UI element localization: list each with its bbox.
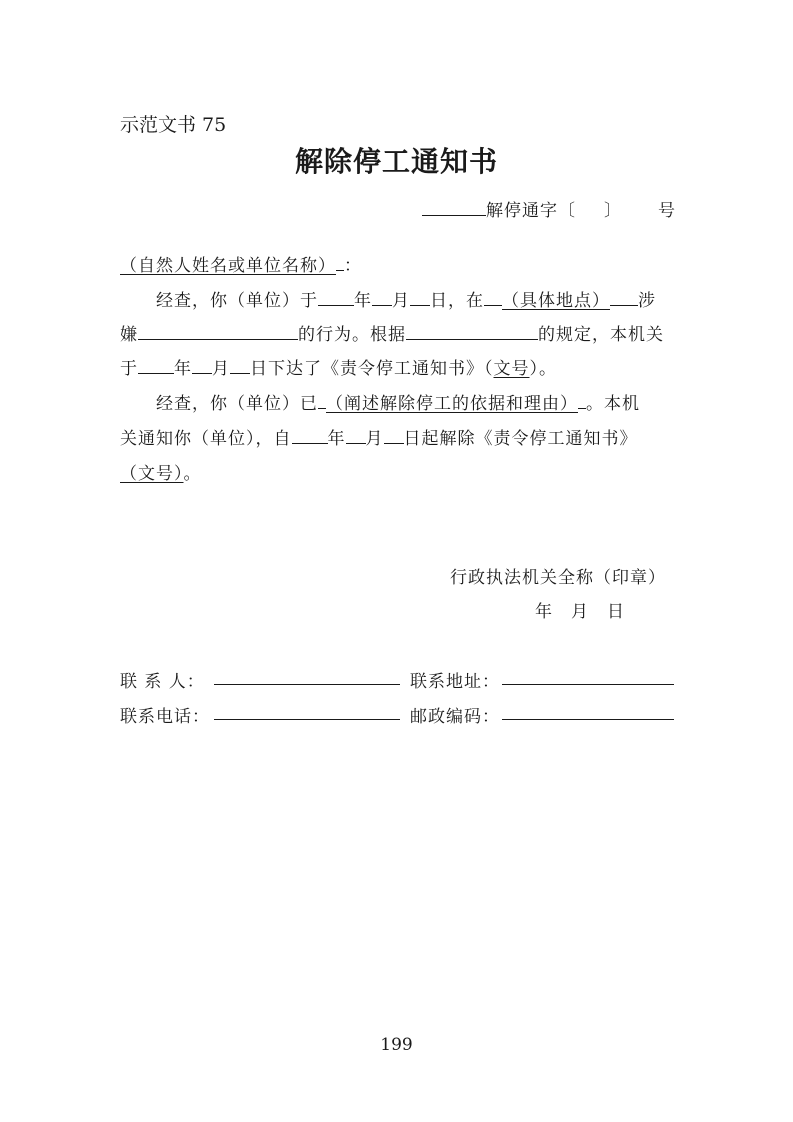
issue-date: 年 月 日: [535, 602, 625, 622]
contact-address-field[interactable]: [502, 684, 674, 685]
paragraph-2-line-3: （文号）。: [120, 464, 202, 484]
doc-number-placeholder: 文号: [493, 359, 530, 379]
number-suffix: 号: [658, 201, 676, 221]
place-placeholder: （具体地点）: [502, 291, 610, 311]
addressee-placeholder: （自然人姓名或单位名称）: [120, 256, 336, 276]
document-label: 示范文书 75: [120, 114, 227, 136]
postcode-field[interactable]: [502, 719, 674, 720]
paragraph-2-line-1: 经查，你（单位）已 （阐述解除停工的依据和理由） 。本机: [120, 389, 675, 414]
issuing-authority: 行政执法机关全称（印章）: [450, 568, 666, 588]
contact-person-field[interactable]: [214, 684, 400, 685]
paragraph-1-line-3: 于 年 月 日下达了《责令停工通知书》（文号）。: [120, 354, 675, 379]
paragraph-2-line-2: 关通知你（单位），自 年 月 日起解除《责令停工通知书》: [120, 424, 675, 449]
contact-address-label: 联系地址：: [410, 672, 500, 692]
paragraph-1-line-2: 嫌 的行为。根据 的规定，本机关: [120, 320, 675, 345]
reason-placeholder: （阐述解除停工的依据和理由）: [326, 394, 578, 414]
contact-person-label: 联 系 人：: [120, 672, 205, 692]
contact-phone-field[interactable]: [214, 719, 400, 720]
paragraph-1-line-1: 经查，你（单位）于 年 月 日，在 （具体地点） 涉: [120, 286, 675, 311]
document-number-line: [422, 196, 676, 221]
addressee-line: [120, 251, 675, 276]
number-close-bracket: 〕: [604, 201, 622, 221]
document-title: 解除停工通知书: [294, 145, 498, 178]
doc-number-full-placeholder: （文号）: [120, 464, 184, 484]
number-text: 解停通字〔: [486, 201, 576, 221]
page-number: 199: [380, 1035, 413, 1055]
number-prefix-blank: [422, 197, 486, 216]
postcode-label: 邮政编码：: [410, 707, 500, 727]
contact-phone-label: 联系电话：: [120, 707, 210, 727]
addressee-colon: ：: [344, 256, 362, 276]
